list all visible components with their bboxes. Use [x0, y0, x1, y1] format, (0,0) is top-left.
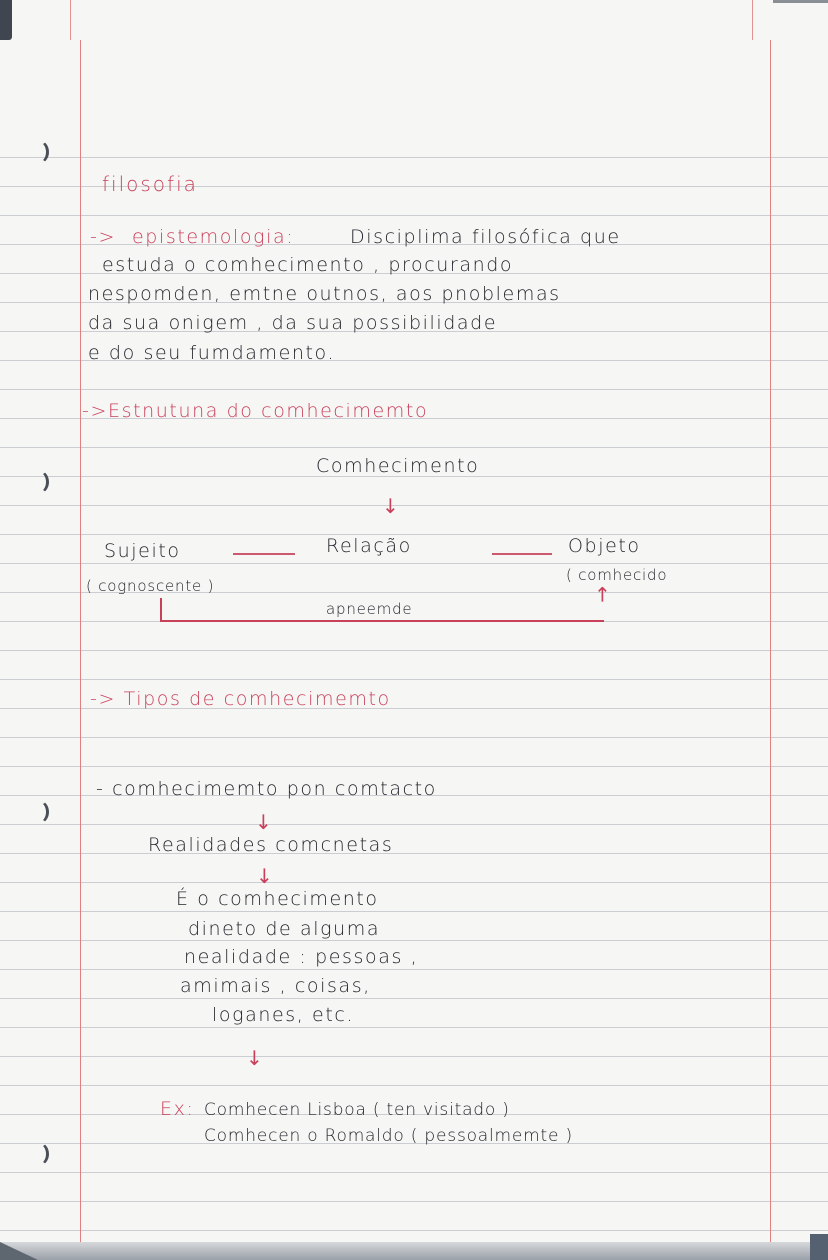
margin-line-left	[80, 40, 81, 1260]
diagram-node-sujeito: Sujeito	[104, 540, 181, 562]
definition-line: e do seu fumdamento.	[88, 342, 336, 364]
page-corner-shadow	[0, 0, 12, 40]
arrow-down-icon: ↓	[382, 494, 399, 518]
page-corner-fold	[810, 1234, 828, 1260]
diagram-node-relacao: Relação	[326, 535, 412, 557]
explanation-line: É o comhecimento	[176, 888, 379, 910]
diagram-node-conhecimento: Comhecimento	[316, 455, 480, 477]
definition-line: da sua onigem , da sua possibilidade	[88, 312, 498, 334]
arrow-down-icon: ↓	[256, 864, 273, 888]
term-epistemologia: epistemologia:	[132, 226, 295, 248]
connector-line	[492, 553, 552, 555]
header-margin-line-right	[752, 0, 753, 40]
subject-title: filosofia	[102, 172, 198, 196]
knowledge-type-title: - comhecimemto pon comtacto	[96, 778, 437, 800]
definition-line: nespomden, emtne outnos, aos pnoblemas	[88, 283, 561, 305]
objeto-note: ( comhecido	[566, 566, 668, 584]
explanation-line: amimais , coisas,	[180, 975, 371, 997]
relation-label-apreende: apneemde	[326, 600, 413, 618]
example-line: Comhecen Lisboa ( ten visitado )	[204, 1100, 510, 1120]
page-edge-shadow	[773, 0, 828, 3]
example-line: Comhecen o Romaldo ( pessoalmemte )	[204, 1126, 573, 1146]
punch-hole-icon	[28, 800, 49, 824]
explanation-line: dineto de alguma	[188, 918, 381, 940]
section-heading-estrutura: ->Estnutuna do comhecimemto	[82, 400, 429, 422]
punch-hole-icon	[28, 140, 49, 164]
explanation-line: nealidade : pessoas ,	[184, 946, 419, 968]
step-realidades: Realidades comcnetas	[148, 834, 394, 856]
diagram-node-objeto: Objeto	[568, 535, 641, 557]
explanation-line: loganes, etc.	[212, 1004, 355, 1026]
sujeito-note: ( cognoscente )	[86, 577, 215, 595]
punch-hole-icon	[28, 1142, 49, 1166]
page-header-blank	[0, 0, 828, 136]
page-corner-fold	[0, 1242, 38, 1260]
connector-line	[233, 553, 295, 555]
definition-line: estuda o comhecimento , procurando	[102, 254, 514, 276]
arrow-bullet: ->	[90, 226, 116, 248]
header-margin-line-left	[70, 0, 71, 40]
margin-line-right	[770, 40, 771, 1260]
arrow-up-icon: ↓	[594, 582, 611, 606]
page-bottom-shadow	[0, 1242, 828, 1260]
arrow-down-icon: ↓	[255, 810, 272, 834]
arrow-down-icon: ↓	[246, 1046, 263, 1070]
example-label: Ex:	[160, 1098, 195, 1120]
section-heading-tipos: -> Tipos de comhecimemto	[90, 688, 391, 710]
punch-hole-icon	[28, 470, 49, 494]
definition-line: Disciplima filosófica que	[350, 226, 621, 248]
